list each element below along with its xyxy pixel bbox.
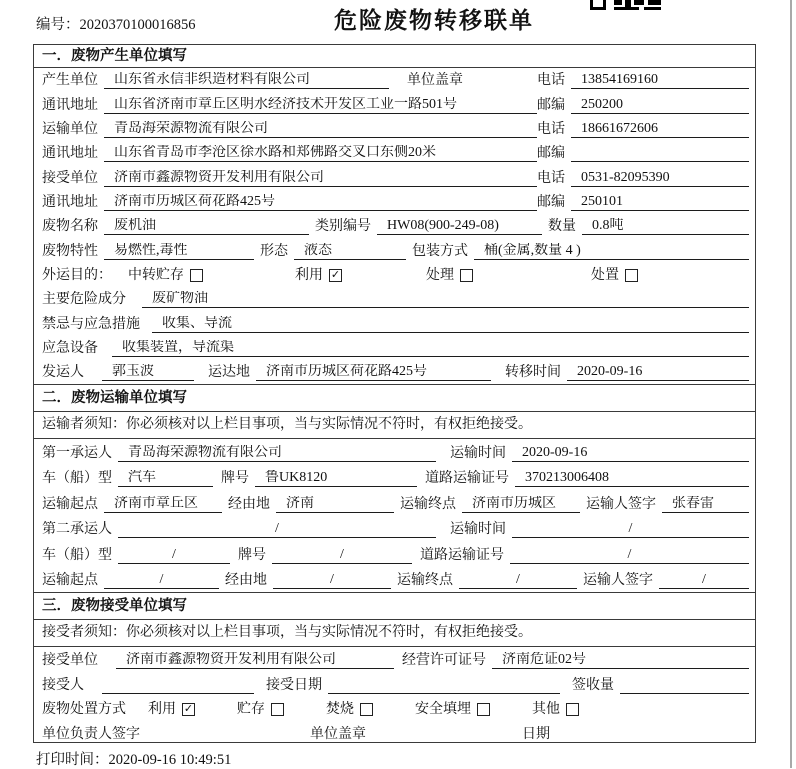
field-value-underline: 郭玉波: [102, 364, 194, 381]
form-row: [34, 516, 755, 542]
field-value-underline: 鲁UK8120: [255, 470, 417, 487]
checkbox-item: [532, 701, 579, 718]
checkbox-unchecked-icon: [190, 269, 203, 282]
field-label: 形态: [260, 243, 288, 259]
field-value-underline: 收集、导流: [152, 316, 749, 333]
form-table: [33, 44, 756, 743]
field-label: 废物特性: [42, 243, 98, 259]
field-label: 运输时间: [450, 522, 506, 538]
checkbox-checked-icon: ✓: [330, 269, 341, 282]
field-label: 包装方式: [412, 243, 468, 259]
field-label: 运输终点: [400, 496, 456, 512]
field-label: 类别编号: [315, 219, 371, 235]
field-value-underline: 济南市历城区荷花路425号: [256, 364, 491, 381]
checkbox-label: 安全填埋: [415, 702, 471, 718]
form-number: [36, 13, 196, 34]
section-1: [34, 45, 755, 384]
field-value-underline: 250101: [571, 194, 749, 211]
form-row: [34, 214, 755, 238]
form-row: [34, 490, 755, 516]
field-label: 日期: [522, 726, 550, 742]
field-label: 通讯地址: [42, 97, 98, 113]
checkbox-item: [148, 701, 195, 718]
field-label: 牌号: [238, 547, 266, 563]
field-label: 邮编: [537, 146, 565, 162]
field-value-underline: /: [510, 547, 749, 564]
field-value-underline: /: [104, 572, 219, 589]
field-value-underline: 济南市历城区: [462, 496, 580, 513]
checkbox-unchecked-icon: [360, 703, 373, 716]
form-row: [34, 336, 755, 360]
field-label: 主要危险成分: [42, 292, 126, 308]
print-time-value: 2020-09-16 10:49:51: [108, 752, 232, 768]
field-label: 产生单位: [42, 73, 98, 89]
checkbox-checked-icon: ✓: [183, 703, 194, 716]
checkbox-label: 焚烧: [326, 702, 354, 718]
checkbox-item: [237, 701, 284, 718]
field-value-underline: /: [272, 547, 412, 564]
field-label: 单位负责人签字: [42, 726, 140, 742]
field-value-underline: [156, 726, 296, 743]
form-row: [34, 672, 755, 697]
checkbox-label: 处置: [591, 268, 619, 284]
form-row: [34, 190, 755, 214]
field-value-underline: 370213006408: [515, 470, 749, 487]
checkbox-label: 利用: [148, 702, 176, 718]
field-value-underline: 青岛海荣源物流有限公司: [104, 121, 537, 138]
field-label: 邮编: [537, 195, 565, 211]
field-label: 通讯地址: [42, 146, 98, 162]
checkbox-item: [128, 267, 203, 284]
field-label: 废物名称: [42, 219, 98, 235]
field-label: 道路运输证号: [425, 471, 509, 487]
field-value-underline: 汽车: [118, 470, 213, 487]
form-row: [34, 263, 755, 287]
field-label: 运输起点: [42, 573, 98, 589]
field-label: 运输起点: [42, 496, 98, 512]
form-row: [34, 165, 755, 189]
field-label: 应急设备: [42, 341, 98, 357]
form-row: [34, 541, 755, 567]
field-value-underline: [571, 145, 749, 162]
field-value-underline: 250200: [571, 97, 749, 114]
form-row: [34, 465, 755, 491]
field-value-underline: 0531-82095390: [571, 170, 749, 187]
field-label: 运输单位: [42, 122, 98, 138]
print-time: [36, 748, 231, 769]
field-value-underline: 青岛海荣源物流有限公司: [118, 445, 436, 462]
section-title: 一．废物产生单位填写: [34, 45, 755, 68]
field-value-underline: 桶(金属,数量 4 ): [474, 243, 749, 260]
field-label: 单位盖章: [310, 726, 366, 742]
field-label: 通讯地址: [42, 195, 98, 211]
field-value-underline: /: [512, 521, 749, 538]
field-value-underline: 济南市章丘区: [104, 496, 222, 513]
field-value-underline: /: [459, 572, 577, 589]
field-value-underline: 18661672606: [571, 121, 749, 138]
field-label: 电话: [537, 73, 565, 89]
checkbox-unchecked-icon: [477, 703, 490, 716]
field-label: 接受人: [42, 677, 84, 693]
field-value-underline: [556, 726, 749, 743]
field-value-underline: /: [273, 572, 391, 589]
field-label: 运输时间: [450, 445, 506, 461]
field-label: 外运目的：: [42, 268, 112, 284]
page-edge-divider: [790, 0, 792, 768]
field-label: 运输终点: [397, 573, 453, 589]
field-value-underline: /: [659, 572, 749, 589]
print-time-label: 打印时间：: [36, 752, 109, 768]
field-label: 签收量: [572, 677, 614, 693]
form-row: [34, 141, 755, 165]
form-number-value: 2020370100016856: [79, 17, 196, 33]
field-label: 车（船）型: [42, 547, 112, 563]
checkbox-unchecked-icon: [271, 703, 284, 716]
checkbox-item: [591, 267, 638, 284]
form-row: [34, 287, 755, 311]
field-value-underline: 济南危证02号: [492, 652, 749, 669]
section-2: [34, 384, 755, 592]
field-label: 运达地: [208, 365, 250, 381]
checkbox-unchecked-icon: [566, 703, 579, 716]
field-label: 经由地: [225, 573, 267, 589]
checkbox-label: 中转贮存: [128, 268, 184, 284]
form-row: [34, 117, 755, 141]
form-row: [34, 721, 755, 743]
field-value-underline: 张春雷: [662, 496, 749, 513]
section-note: 接受者须知：你必须核对以上栏目事项，当与实际情况不符时，有权拒绝接受。: [34, 620, 755, 647]
field-value-underline: [620, 677, 749, 694]
checkbox-item: [295, 267, 342, 284]
field-label: 接受单位: [42, 653, 98, 669]
checkbox-label: 其他: [532, 702, 560, 718]
field-label: 数量: [548, 219, 576, 235]
field-label: 经由地: [228, 496, 270, 512]
section-title: 二．废物运输单位填写: [34, 385, 755, 412]
field-label: 接受单位: [42, 170, 98, 186]
form-number-label: 编号：: [36, 17, 80, 33]
checkbox-item: [426, 267, 473, 284]
form-row: [34, 68, 755, 92]
section-3: [34, 592, 755, 743]
field-label: 电话: [537, 122, 565, 138]
field-value-underline: 山东省青岛市李沧区徐水路和郑佛路交叉口东侧20米: [104, 145, 537, 162]
field-value-underline: 废矿物油: [142, 291, 749, 308]
form-row: [34, 439, 755, 465]
field-label: 转移时间: [505, 365, 561, 381]
form-row: [34, 360, 755, 384]
field-value-underline: 济南市历城区荷花路425号: [104, 194, 537, 211]
field-value-underline: 济南: [276, 496, 394, 513]
field-value-underline: 液态: [294, 243, 406, 260]
field-label: 禁忌与应急措施: [42, 316, 140, 332]
form-row: [34, 92, 755, 116]
field-value-underline: 济南市鑫源物资开发利用有限公司: [104, 170, 537, 187]
field-value-underline: /: [118, 521, 436, 538]
form-row: [34, 311, 755, 335]
checkbox-unchecked-icon: [460, 269, 473, 282]
field-value-underline: 山东省永信非织造材料有限公司: [104, 72, 389, 89]
field-label: 经营许可证号: [402, 653, 486, 669]
checkbox-label: 利用: [295, 268, 323, 284]
form-row: [34, 238, 755, 262]
checkbox-unchecked-icon: [625, 269, 638, 282]
field-value-underline: 0.8吨: [582, 218, 749, 235]
field-label: 接受日期: [266, 677, 322, 693]
form-row: [34, 647, 755, 672]
field-value-underline: 收集装置，导流渠: [112, 340, 749, 357]
checkbox-item: [415, 701, 490, 718]
field-label: 单位盖章: [407, 73, 463, 89]
field-label: 运输人签字: [583, 573, 653, 589]
field-value-underline: 2020-09-16: [512, 445, 749, 462]
field-value-underline: 山东省济南市章丘区明水经济技术开发区工业一路501号: [104, 97, 537, 114]
checkbox-label: 处理: [426, 268, 454, 284]
form-row: [34, 697, 755, 722]
field-label: 发运人: [42, 365, 84, 381]
field-value-underline: HW08(900-249-08): [377, 218, 542, 235]
qr-code-fragment: [590, 0, 662, 11]
field-value-underline: 2020-09-16: [567, 364, 749, 381]
field-value-underline: [328, 677, 560, 694]
field-value-underline: 废机油: [104, 218, 309, 235]
field-label: 邮编: [537, 97, 565, 113]
field-label: 牌号: [221, 471, 249, 487]
section-title: 三．废物接受单位填写: [34, 593, 755, 620]
field-label: 废物处置方式: [42, 702, 126, 718]
field-label: 道路运输证号: [420, 547, 504, 563]
field-label: 运输人签字: [586, 496, 656, 512]
field-value-underline: 易燃性,毒性: [104, 243, 254, 260]
field-value-underline: 13854169160: [571, 72, 749, 89]
field-label: 车（船）型: [42, 471, 112, 487]
form-row: [34, 567, 755, 593]
page-title: 危险废物转移联单: [334, 8, 534, 33]
field-label: 第二承运人: [42, 522, 112, 538]
checkbox-label: 贮存: [237, 702, 265, 718]
field-label: 电话: [537, 170, 565, 186]
field-label: 第一承运人: [42, 445, 112, 461]
field-value-underline: /: [118, 547, 230, 564]
field-value-underline: 济南市鑫源物资开发利用有限公司: [116, 652, 394, 669]
section-note: 运输者须知：你必须核对以上栏目事项，当与实际情况不符时，有权拒绝接受。: [34, 412, 755, 439]
checkbox-item: [326, 701, 373, 718]
field-value-underline: [102, 677, 254, 694]
